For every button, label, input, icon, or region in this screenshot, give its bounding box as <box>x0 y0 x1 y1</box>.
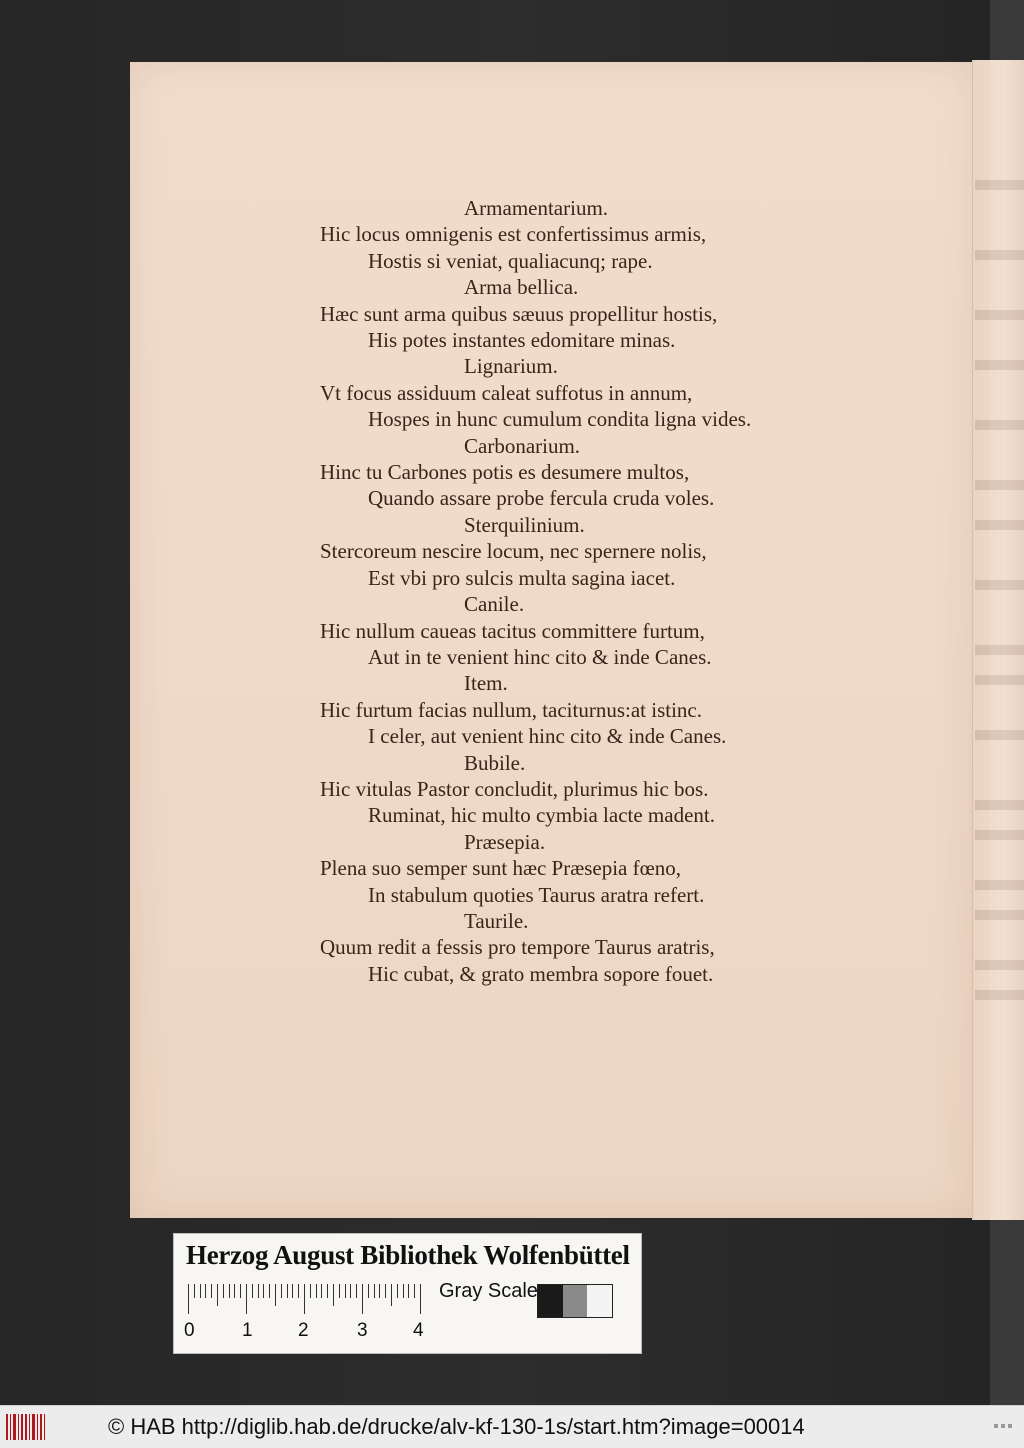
ruler-tick <box>420 1284 421 1314</box>
ruler-tick <box>368 1284 369 1298</box>
ruler-number: 1 <box>242 1320 253 1341</box>
barcode-bar <box>40 1414 42 1440</box>
ruler-number: 0 <box>184 1320 195 1341</box>
verse-line: Vt focus assiduum caleat suffotus in annum, <box>320 380 693 405</box>
verse-line: Hic cubat, & grato membra sopore fouet. <box>368 961 714 986</box>
ruler-tick <box>246 1284 247 1314</box>
barcode-bar <box>6 1414 8 1440</box>
ruler-tick <box>269 1284 270 1298</box>
gray-scale-label: Gray Scale <box>439 1280 538 1302</box>
ruler-tick <box>275 1284 276 1306</box>
ruler-tick <box>385 1284 386 1298</box>
ruler-tick <box>339 1284 340 1298</box>
verse-heading: Arma bellica. <box>464 275 579 300</box>
barcode-bar <box>37 1414 38 1440</box>
verse-heading: Præsepia. <box>464 829 546 854</box>
gray-scale-swatches <box>537 1284 613 1318</box>
gray-swatch <box>563 1285 588 1317</box>
verse-line: Hic locus omnigenis est confertissimus armis, <box>320 222 707 247</box>
ruler-tick <box>321 1284 322 1298</box>
verse-line: Quando assare probe fercula cruda voles. <box>368 486 715 511</box>
verse-line: Hostis si veniat, qualiacunq; rape. <box>368 248 653 273</box>
verse-heading: Canile. <box>464 592 525 617</box>
document-page <box>130 62 972 1218</box>
measurement-ruler <box>188 1284 434 1314</box>
ruler-number: 3 <box>357 1320 368 1341</box>
ruler-tick <box>298 1284 299 1298</box>
ruler-tick <box>310 1284 311 1298</box>
ruler-tick <box>333 1284 334 1306</box>
verse-line: In stabulum quoties Taurus aratra refert. <box>368 882 705 907</box>
ruler-tick <box>403 1284 404 1298</box>
verse-line: Hic nullum caueas tacitus committere furtum, <box>320 618 705 643</box>
ruler-tick <box>252 1284 253 1298</box>
ruler-tick <box>374 1284 375 1298</box>
ruler-tick <box>345 1284 346 1298</box>
ruler-tick <box>304 1284 305 1314</box>
ruler-tick <box>350 1284 351 1298</box>
barcode-bar <box>29 1414 30 1440</box>
ruler-tick <box>362 1284 363 1314</box>
ruler-tick <box>391 1284 392 1306</box>
ruler-number: 2 <box>298 1320 309 1341</box>
verse-line: Est vbi pro sulcis multa sagina iacet. <box>368 565 676 590</box>
ruler-tick <box>414 1284 415 1298</box>
verse-line: His potes instantes edomitare minas. <box>368 328 676 353</box>
barcode-bar <box>21 1414 23 1440</box>
verse-heading: Taurile. <box>464 908 529 933</box>
hab-barcode-logo <box>6 1414 46 1440</box>
barcode-bar <box>32 1414 35 1440</box>
ruler-tick <box>234 1284 235 1298</box>
copyright-footer <box>0 1405 1024 1448</box>
gray-swatch <box>587 1285 612 1317</box>
verse-heading: Bubile. <box>464 750 526 775</box>
gray-swatch <box>538 1285 563 1317</box>
library-name: Herzog August Bibliothek Wolfenbüttel <box>186 1240 630 1270</box>
verse-line: I celer, aut venient hinc cito & inde Canes. <box>368 724 727 749</box>
ruler-tick <box>287 1284 288 1298</box>
ruler-tick <box>356 1284 357 1298</box>
verse-line: Plena suo semper sunt hæc Præsepia fœno, <box>320 856 682 881</box>
ruler-tick <box>292 1284 293 1298</box>
ruler-tick <box>188 1284 189 1314</box>
barcode-bar <box>18 1414 19 1440</box>
verse-line: Hæc sunt arma quibus sæuus propellitur hostis, <box>320 301 718 326</box>
verse-line: Hospes in hunc cumulum condita ligna vides. <box>368 407 752 432</box>
glass-plate-edge <box>990 0 1024 1405</box>
ruler-tick <box>200 1284 201 1298</box>
verse-heading: Lignarium. <box>464 354 558 379</box>
ruler-tick <box>223 1284 224 1298</box>
barcode-bar <box>25 1414 27 1440</box>
verse-line: Hinc tu Carbones potis es desumere multos, <box>320 460 690 485</box>
verse-line: Quum redit a fessis pro tempore Taurus aratris, <box>320 935 715 960</box>
ruler-tick <box>408 1284 409 1298</box>
ruler-tick <box>229 1284 230 1298</box>
ruler-tick <box>397 1284 398 1298</box>
ruler-tick <box>258 1284 259 1298</box>
verse-heading: Item. <box>464 671 508 696</box>
barcode-bar <box>13 1414 16 1440</box>
verse-heading: Carbonarium. <box>464 433 581 458</box>
verse-line: Hic vitulas Pastor concludit, plurimus hic bos. <box>320 776 709 801</box>
verse-line: Stercoreum nescire locum, nec spernere nolis, <box>320 539 707 564</box>
barcode-bar <box>10 1414 11 1440</box>
ruler-tick <box>327 1284 328 1298</box>
copyright-url-text[interactable]: © HAB http://diglib.hab.de/drucke/alv-kf-130-1s/start.htm?image=00014 <box>108 1414 805 1439</box>
verse-line: Aut in te venient hinc cito & inde Canes. <box>368 644 712 669</box>
ruler-tick <box>217 1284 218 1306</box>
verse-line: Ruminat, hic multo cymbia lacte madent. <box>368 803 715 828</box>
verse-heading: Armamentarium. <box>464 196 609 220</box>
library-color-target <box>173 1233 642 1354</box>
ruler-tick <box>316 1284 317 1298</box>
barcode-bar <box>44 1414 45 1440</box>
ruler-tick <box>379 1284 380 1298</box>
ruler-tick <box>194 1284 195 1298</box>
verse-line: Hic furtum facias nullum, taciturnus:at istinc. <box>320 697 702 722</box>
ruler-tick <box>205 1284 206 1298</box>
ruler-number: 4 <box>413 1320 424 1341</box>
ruler-tick <box>211 1284 212 1298</box>
verse-heading: Sterquilinium. <box>464 512 585 537</box>
verse-text <box>130 195 972 987</box>
more-icon <box>994 1424 1014 1430</box>
ruler-tick <box>263 1284 264 1298</box>
ruler-tick <box>240 1284 241 1298</box>
ruler-tick <box>281 1284 282 1298</box>
